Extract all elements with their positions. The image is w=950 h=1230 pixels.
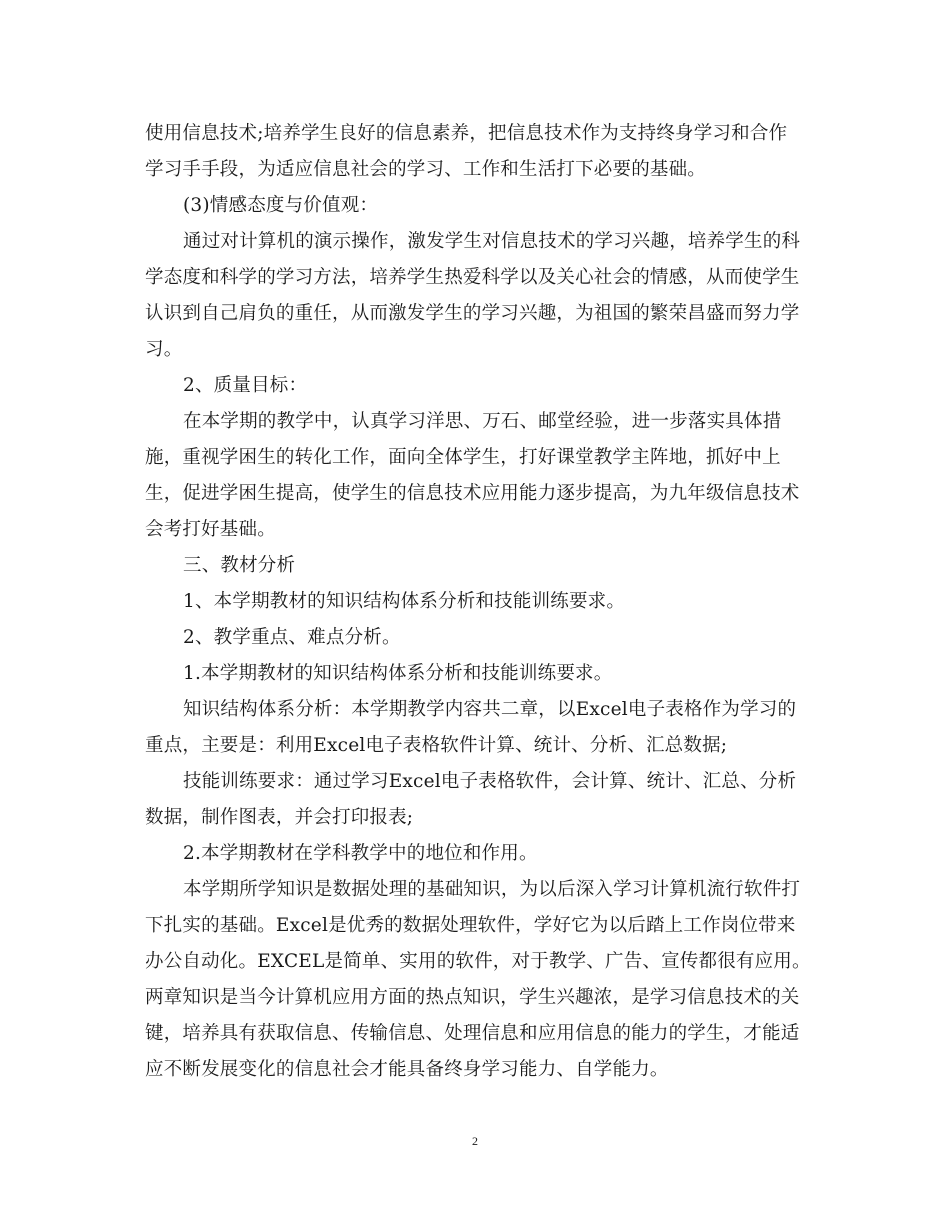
text-line: 认识到自己肩负的重任，从而激发学生的学习兴趣，为祖国的繁荣昌盛而努力学 [145, 303, 800, 324]
text-line: 施，重视学困生的转化工作，面向全体学生，打好课堂教学主阵地，抓好中上 [145, 447, 781, 468]
text-line: 会考打好基础。 [145, 519, 276, 540]
section-heading: 三、教材分析 [183, 555, 296, 576]
text-line: 本学期所学知识是数据处理的基础知识，为以后深入学习计算机流行软件打 [183, 879, 801, 900]
text-line: 下扎实的基础。Excel是优秀的数据处理软件，学好它为以后踏上工作岗位带来 [145, 915, 796, 936]
text-line: 在本学期的教学中，认真学习洋思、万石、邮堂经验，进一步落实具体措 [183, 411, 782, 432]
text-line: 通过对计算机的演示操作，激发学生对信息技术的学习兴趣，培养学生的科 [183, 231, 801, 252]
text-line: 学习手手段，为适应信息社会的学习、工作和生活打下必要的基础。 [145, 159, 707, 180]
text-line: 学态度和科学的学习方法，培养学生热爱科学以及关心社会的情感，从而使学生 [145, 267, 800, 288]
text-line: 习。 [145, 339, 183, 360]
text-line: 办公自动化。EXCEL是简单、实用的软件，对于教学、广告、宣传都很有应用。 [145, 951, 811, 972]
text-line: 重点，主要是：利用Excel电子表格软件计算、统计、分析、汇总数据; [145, 735, 728, 756]
text-line: 2、质量目标： [183, 375, 308, 396]
text-line: 使用信息技术;培养学生良好的信息素养，把信息技术作为支持终身学习和合作 [145, 123, 788, 144]
text-line: 数据，制作图表，并会打印报表; [145, 807, 414, 828]
text-line: 2.本学期教材在学科教学中的地位和作用。 [183, 843, 538, 864]
body-text [145, 116, 811, 1088]
text-line: (3)情感态度与价值观： [183, 195, 379, 216]
text-line: 2、教学重点、难点分析。 [183, 627, 401, 648]
text-line: 知识结构体系分析：本学期教学内容共二章，以Excel电子表格作为学习的 [183, 699, 797, 720]
text-line: 技能训练要求：通过学习Excel电子表格软件，会计算、统计、汇总、分析 [183, 771, 797, 792]
text-line: 应不断发展变化的信息社会才能具备终身学习能力、自学能力。 [145, 1059, 669, 1080]
page-number: 2 [472, 1134, 478, 1148]
text-line: 两章知识是当今计算机应用方面的热点知识，学生兴趣浓，是学习信息技术的关 [145, 987, 800, 1008]
text-line: 生，促进学困生提高，使学生的信息技术应用能力逐步提高，为九年级信息技术 [145, 483, 800, 504]
text-line: 1.本学期教材的知识结构体系分析和技能训练要求。 [183, 663, 613, 684]
text-line: 1、本学期教材的知识结构体系分析和技能训练要求。 [183, 591, 626, 612]
text-line: 键，培养具有获取信息、传输信息、处理信息和应用信息的能力的学生，才能适 [145, 1023, 800, 1044]
